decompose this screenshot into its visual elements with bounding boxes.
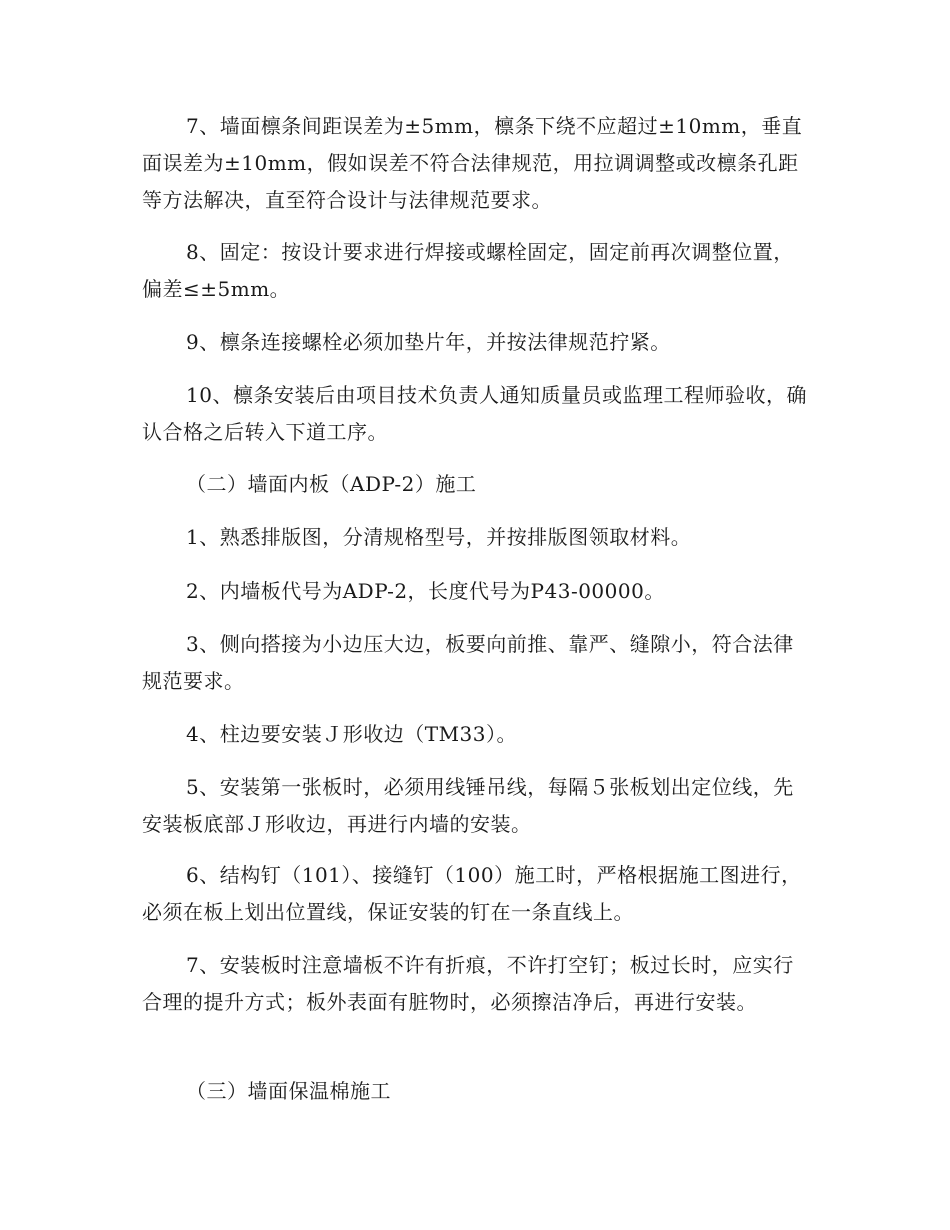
paragraph-fixing: 8、固定：按设计要求进行焊接或螺栓固定，固定前再次调整位置，偏差≤±5mm。 xyxy=(142,240,794,301)
section-heading-insulation: （三）墙面保温棉施工 xyxy=(186,1079,391,1103)
paragraph-first-panel: 5、安装第一张板时，必须用线锤吊线，每隔５张板划出定位线，先安装板底部Ｊ形收边，再进行内墙的安装。 xyxy=(142,775,794,836)
paragraph-panel-handling: 7、安装板时注意墙板不许有折痕，不许打空钉；板过长时，应实行合理的提升方式；板外表面有脏物时，必须擦洁净后，再进行安装。 xyxy=(142,953,794,1014)
paragraph-lap-joint: 3、侧向搭接为小边压大边，板要向前推、靠严、缝隙小，符合法律规范要求。 xyxy=(142,632,794,693)
paragraph-acceptance: 10、檩条安装后由项目技术负责人通知质量员或监理工程师验收，确认合格之后转入下道工序。 xyxy=(142,383,807,444)
paragraph-column-trim: 4、柱边要安装Ｊ形收边（TM33）。 xyxy=(186,722,517,746)
paragraph-fasteners: 6、结构钉（101）、接缝钉（100）施工时，严格根据施工图进行，必须在板上划出位置线，保证安装的钉在一条直线上。 xyxy=(142,863,802,924)
paragraph-layout-drawing: 1、熟悉排版图，分清规格型号，并按排版图领取材料。 xyxy=(186,525,692,549)
paragraph-bolts: 9、檩条连接螺栓必须加垫片年，并按法律规范拧紧。 xyxy=(186,330,671,354)
section-heading-inner-panel: （二）墙面内板（ADP-2）施工 xyxy=(186,472,477,496)
paragraph-panel-code: 2、内墙板代号为ADP-2，长度代号为P43-00000。 xyxy=(186,579,665,603)
paragraph-purlin-spacing: 7、墙面檩条间距误差为±5mm，檩条下绕不应超过±10mm，垂直面误差为±10mm，假如误差不符合法律规范，用拉调调整或改檩条孔距等方法解决，直至符合设计与法律规范要求。 xyxy=(142,114,803,212)
